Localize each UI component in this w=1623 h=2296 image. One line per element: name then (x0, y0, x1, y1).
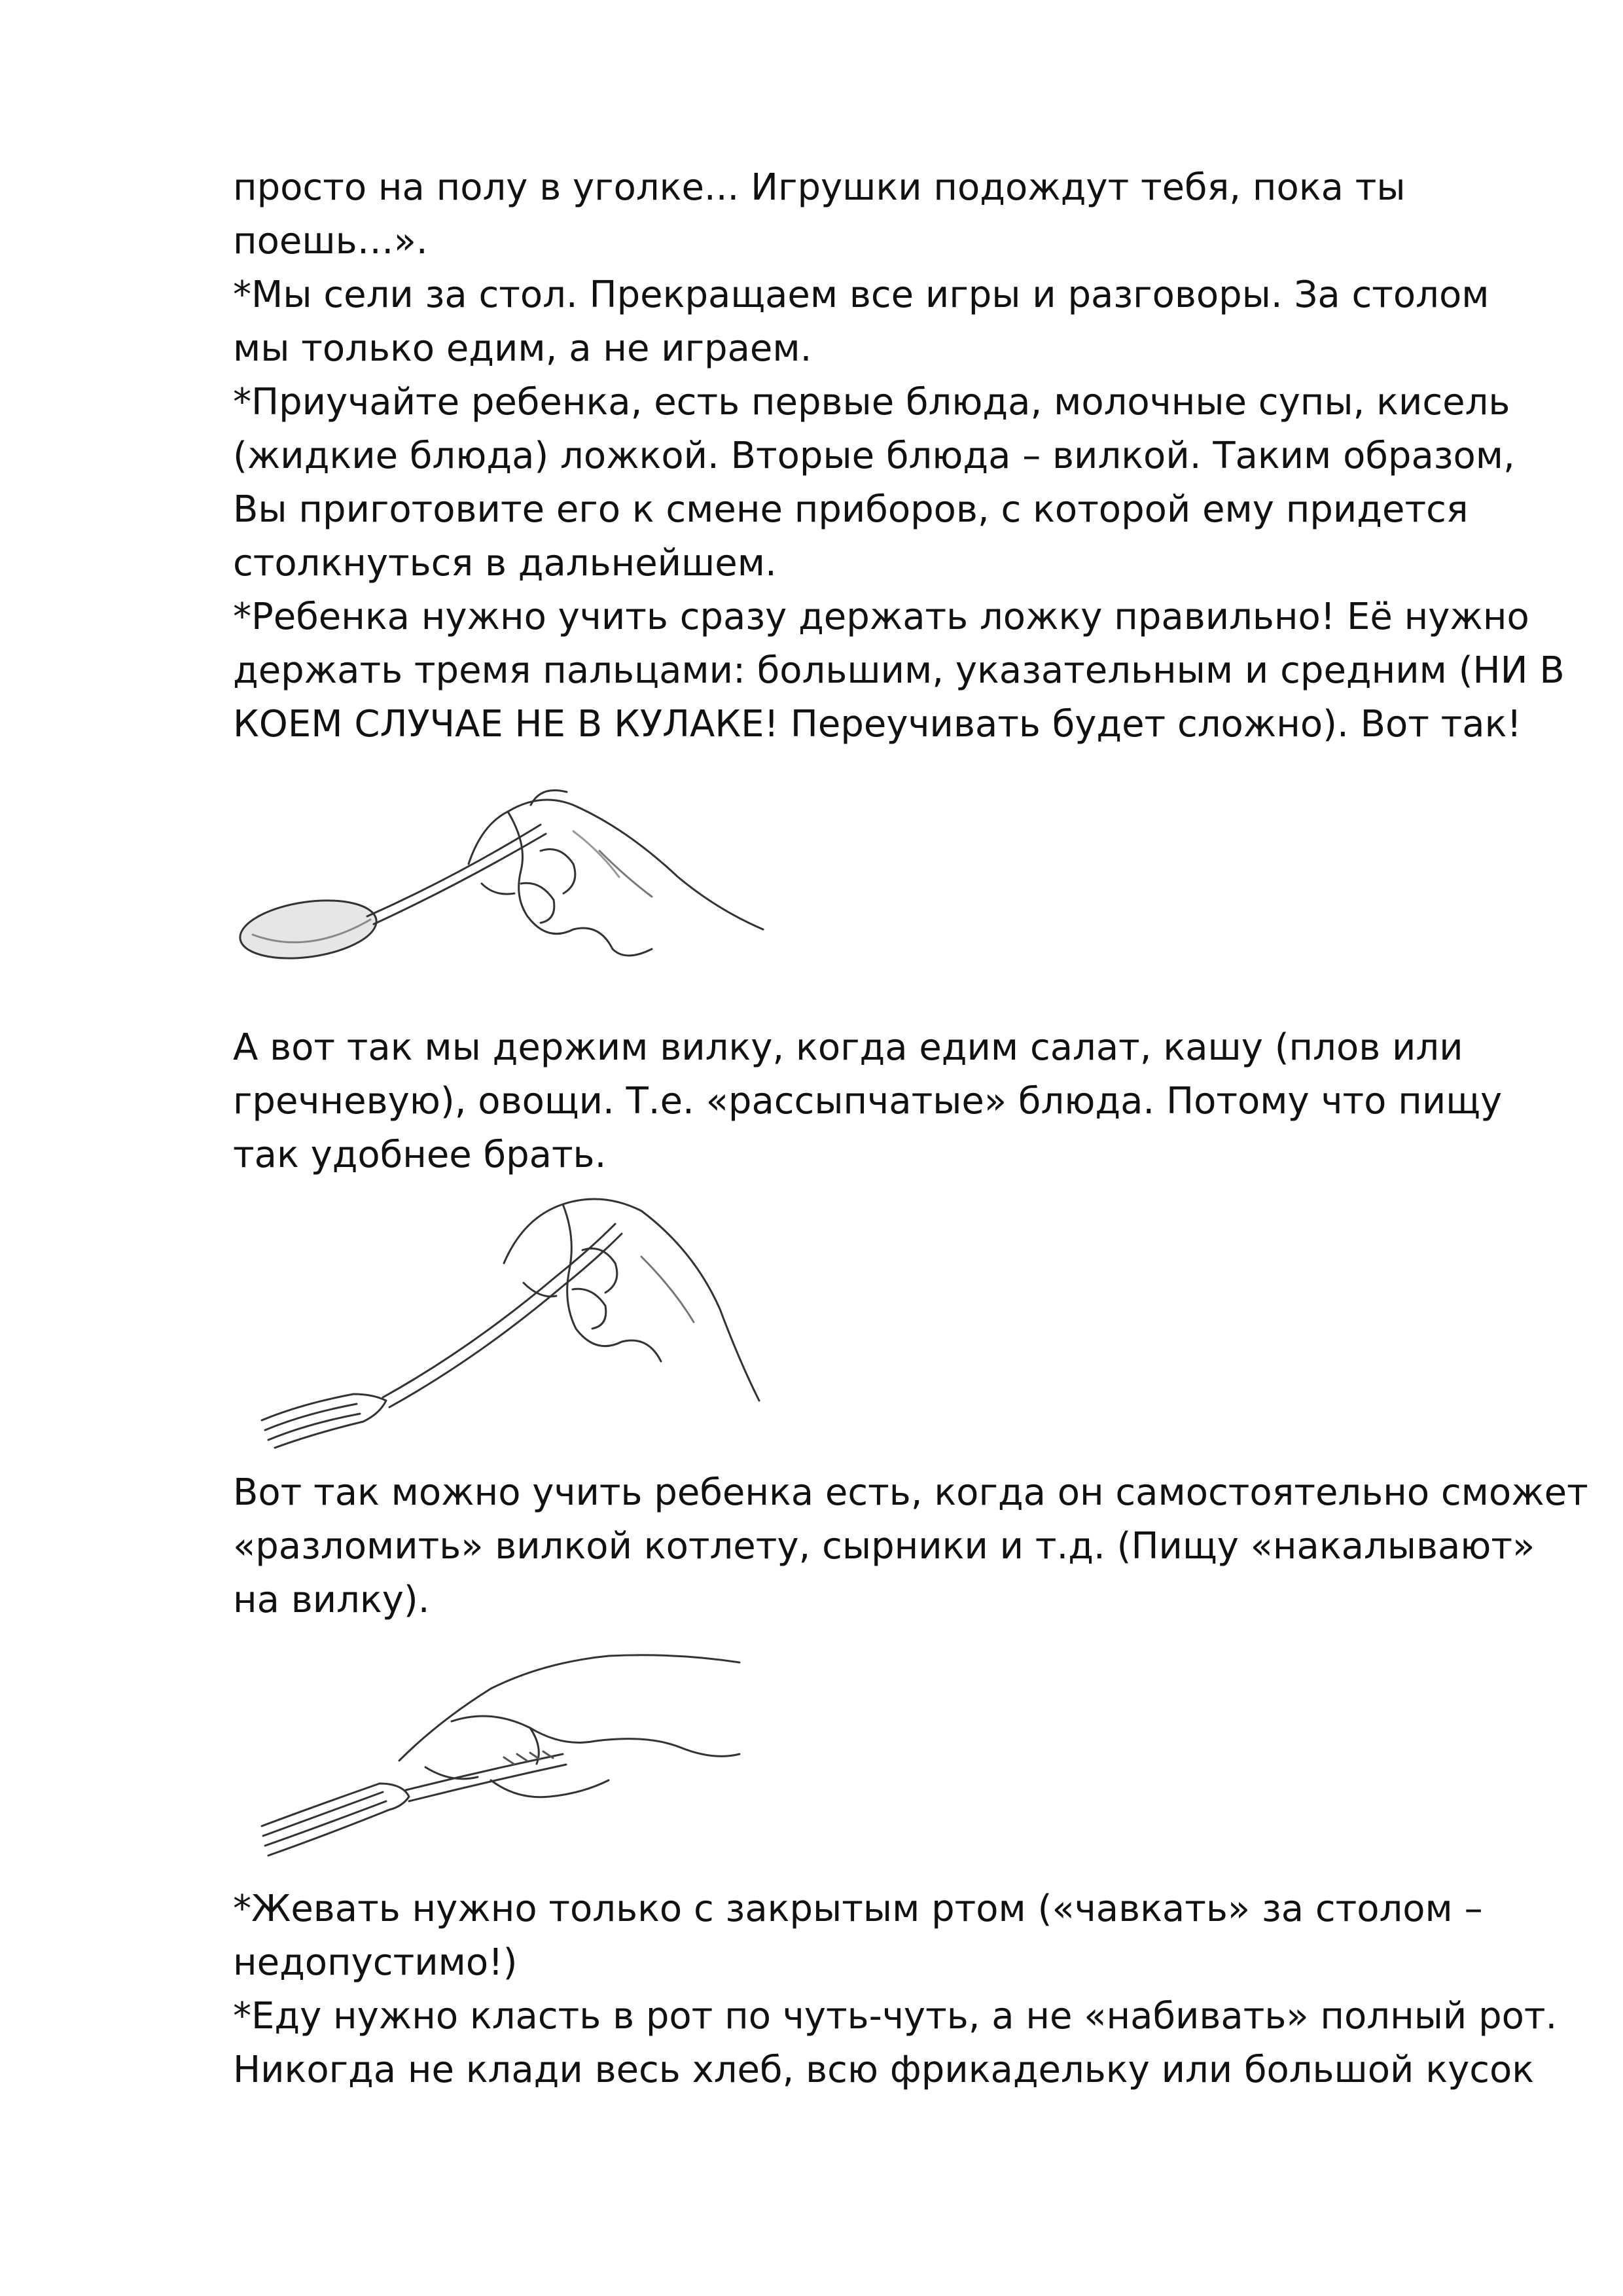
intro-text (233, 161, 1565, 751)
text-line: на вилку). (233, 1579, 430, 1621)
hand-holding-fork-scoop-illustration (249, 1178, 798, 1453)
chewing-text (233, 1882, 1558, 2097)
text-line: недопустимо!) (233, 1941, 518, 1984)
text-line: гречневую), овощи. Т.е. «рассыпчатые» блюда. Потому что пищу (233, 1080, 1503, 1122)
text-line: *Жевать нужно только с закрытым ртом («чавкать» за столом – (233, 1888, 1483, 1930)
text-line: *Мы сели за стол. Прекращаем все игры и разговоры. За столом (233, 274, 1489, 316)
fork-pierce-drawing (255, 1649, 753, 1865)
text-line: так удобнее брать. (233, 1134, 607, 1176)
text-line: *Еду нужно класть в рот по чуть-чуть, а не «набивать» полный рот. (233, 1995, 1558, 2037)
hand-holding-spoon-illustration (233, 766, 770, 982)
text-line: *Ребенка нужно учить сразу держать ложку правильно! Её нужно (233, 596, 1529, 638)
text-line: Вы приготовите его к смене приборов, с которой ему придется (233, 488, 1469, 531)
text-line: Никогда не клади весь хлеб, всю фрикадельку или большой кусок (233, 2049, 1535, 2091)
text-line: КОЕМ СЛУЧАЕ НЕ В КУЛАКЕ! Переучивать будет сложно). Вот так! (233, 703, 1522, 745)
text-line: мы только едим, а не играем. (233, 327, 812, 370)
text-line: Вот так можно учить ребенка есть, когда он самостоятельно сможет (233, 1471, 1588, 1514)
text-line: (жидкие блюда) ложкой. Вторые блюда – вилкой. Таким образом, (233, 435, 1515, 477)
text-line: *Приучайте ребенка, есть первые блюда, молочные супы, кисель (233, 381, 1510, 423)
text-line: поешь…». (233, 220, 428, 262)
fork-scoop-text (233, 1021, 1503, 1182)
text-line: держать тремя пальцами: большим, указательным и средним (НИ В (233, 649, 1565, 692)
text-line: А вот так мы держим вилку, когда едим салат, кашу (плов или (233, 1026, 1463, 1069)
fork-scoop-drawing (249, 1178, 798, 1453)
text-line: просто на полу в уголке... Игрушки подождут тебя, пока ты (233, 166, 1406, 209)
hand-holding-fork-pierce-illustration (255, 1649, 753, 1865)
text-line: столкнуться в дальнейшем. (233, 542, 777, 584)
text-line: «разломить» вилкой котлету, сырники и т.д. (Пищу «накалывают» (233, 1525, 1535, 1568)
fork-pierce-text (233, 1466, 1588, 1627)
spoon-drawing (233, 766, 770, 982)
